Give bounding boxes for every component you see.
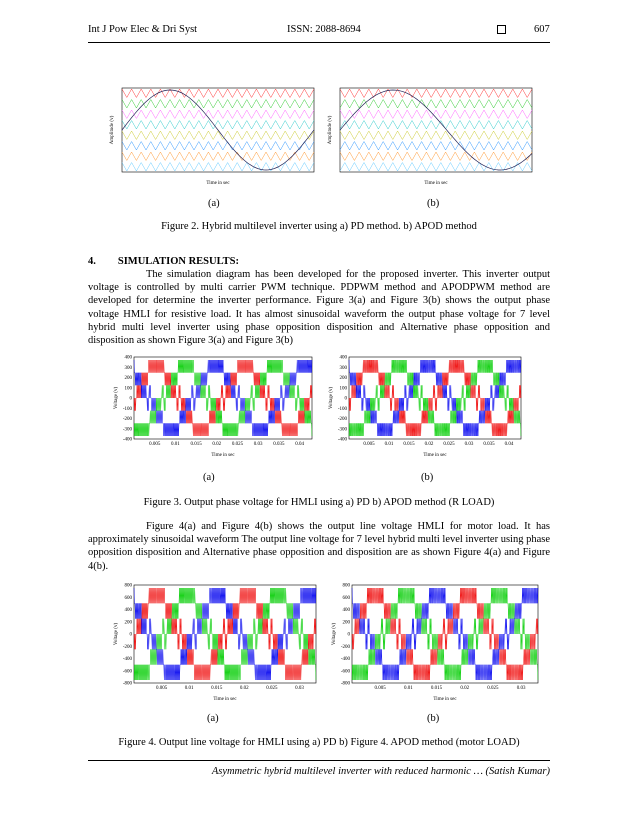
figure-3b-plot <box>325 352 525 458</box>
y-tick-label: -600 <box>122 669 132 675</box>
page-number: 607 <box>534 24 550 35</box>
y-tick-label: -200 <box>337 417 347 422</box>
x-tick-label: 0.015 <box>211 686 223 691</box>
x-tick-label: 0.025 <box>487 686 499 691</box>
y-tick-label: 300 <box>124 365 132 371</box>
x-axis-label: Time in sec <box>424 181 448 186</box>
x-tick-label: 0.025 <box>231 442 244 447</box>
paragraph-2 <box>88 520 550 573</box>
running-footer: Asymmetric hybrid multilevel inverter with reduced harmonic … (Satish Kumar) <box>211 766 550 777</box>
figure-2a-plot <box>108 84 320 188</box>
x-tick-label: 0.015 <box>430 686 443 691</box>
y-tick-label: -600 <box>340 669 350 675</box>
x-tick-label: 0.005 <box>149 442 161 447</box>
section-text: The simulation diagram has been developed for the proposed inverter. This inverter output voltage is controlled by multi carrier PWM technique. PDPWM method and APODPWM method are developed for determine the inverter performance. Figure 3(a) and Figure 3(b) shows the output phase voltage HMLI for resistive load. It has almost sinusoidal waveform the output phase voltage for 7 level hybrid multi level inverter using phase opposition disposition and Alternative phase opposition and disposition as shown Figure 3(a) and Figure 3(b) <box>88 269 550 347</box>
y-tick-label: 300 <box>339 365 347 371</box>
x-tick-label: 0.03 <box>516 686 526 691</box>
y-tick-label: 400 <box>124 355 132 361</box>
y-axis-label: Voltage (v) <box>114 622 119 646</box>
figure-2b-label: (b) <box>427 198 440 209</box>
figure-3a-label: (a) <box>203 472 215 483</box>
figure-4a-plot <box>110 580 320 702</box>
y-tick-label: 0 <box>347 632 350 638</box>
x-tick-label: 0.04 <box>295 442 304 447</box>
y-tick-label: -100 <box>122 406 132 412</box>
x-tick-label: 0.015 <box>403 442 415 447</box>
x-tick-label: 0.02 <box>239 686 249 691</box>
x-tick-label: 0.025 <box>266 686 278 691</box>
page-number-group <box>497 24 550 35</box>
x-tick-label: 0.02 <box>424 442 434 447</box>
y-axis-label: Voltage (v) <box>329 386 334 410</box>
x-tick-label: 0.005 <box>363 442 375 447</box>
x-tick-label: 0.015 <box>190 442 202 447</box>
x-tick-label: 0.01 <box>171 442 180 447</box>
figure-2a-label: (a) <box>208 198 220 209</box>
x-tick-label: 0.04 <box>504 442 514 447</box>
figure-2b-plot <box>326 84 538 188</box>
y-tick-label: 200 <box>124 376 132 381</box>
x-tick-label: 0.03 <box>464 442 474 447</box>
figure-4a-label: (a) <box>207 713 219 724</box>
section-paragraph <box>88 268 550 347</box>
footer-rule <box>88 760 550 761</box>
x-tick-label: 0.02 <box>460 686 470 691</box>
y-tick-label: 600 <box>124 595 132 601</box>
x-tick-label: 0.035 <box>483 442 495 447</box>
figure-2b <box>326 84 538 188</box>
y-tick-label: 200 <box>342 620 350 626</box>
y-tick-label: 100 <box>339 386 347 392</box>
figure-3b <box>325 352 525 458</box>
figure-4b-label: (b) <box>427 713 440 724</box>
y-tick-label: 800 <box>124 583 132 589</box>
y-tick-label: -200 <box>122 644 132 650</box>
x-axis-label: Time in sec <box>423 453 447 458</box>
paragraph-2-text: Figure 4(a) and Figure 4(b) shows the output line voltage HMLI for motor load. It has approximately sinusoidal waveform The output line voltage for 7 level hybrid multi level inverter using phase opposition disposition and Alternative phase opposition and disposition are as shown Figure 4(a) and Figure 4(b). <box>88 521 550 572</box>
plot-frame <box>340 88 532 172</box>
x-axis-label: Time in sec <box>211 453 235 458</box>
y-axis-label: Amplitude (v) <box>110 115 115 145</box>
journal-name: Int J Pow Elec & Dri Syst <box>88 24 198 35</box>
x-axis-label: Time in sec <box>213 697 237 702</box>
issn: ISSN: 2088-8694 <box>287 24 361 35</box>
header-rule <box>88 42 550 43</box>
y-tick-label: -400 <box>337 437 347 443</box>
y-tick-label: -400 <box>122 437 132 443</box>
y-tick-label: 400 <box>342 608 350 613</box>
x-tick-label: 0.03 <box>253 442 263 447</box>
figure-4a <box>110 580 320 702</box>
y-tick-label: 800 <box>342 583 350 589</box>
y-axis-label: Voltage (v) <box>332 622 337 646</box>
section-title: SIMULATION RESULTS: <box>117 256 239 267</box>
x-tick-label: 0.03 <box>295 686 304 691</box>
figure-3a <box>110 352 316 458</box>
y-tick-label: 400 <box>339 355 347 361</box>
figure-4b-plot <box>328 580 542 702</box>
x-axis-label: Time in sec <box>206 181 230 186</box>
figure-4b <box>328 580 542 702</box>
x-tick-label: 0.025 <box>443 442 455 447</box>
figure-3-caption: Figure 3. Output phase voltage for HMLI using a) PD b) APOD method (R LOAD) <box>143 497 495 508</box>
figure-3b-label: (b) <box>421 472 434 483</box>
y-tick-label: -400 <box>122 657 132 662</box>
y-tick-label: 400 <box>124 608 132 613</box>
y-tick-label: 200 <box>339 376 347 381</box>
x-tick-label: 0.005 <box>374 686 386 691</box>
y-tick-label: -200 <box>340 644 350 650</box>
section-number: 4. <box>88 256 96 267</box>
x-tick-label: 0.02 <box>212 442 222 447</box>
x-tick-label: 0.035 <box>273 442 285 447</box>
x-tick-label: 0.01 <box>184 686 194 691</box>
y-tick-label: 0 <box>129 632 132 638</box>
section-heading <box>88 256 239 267</box>
y-tick-label: 600 <box>342 595 350 601</box>
figure-2-caption: Figure 2. Hybrid multilevel inverter using a) PD method. b) APOD method <box>161 221 477 232</box>
x-axis-label: Time in sec <box>433 697 457 702</box>
y-tick-label: -400 <box>340 657 350 662</box>
x-tick-label: 0.005 <box>155 686 168 691</box>
figure-4-caption: Figure 4. Output line voltage for HMLI using a) PD b) Figure 4. APOD method (motor LOAD) <box>118 737 520 748</box>
y-axis-label: Amplitude (v) <box>328 115 333 145</box>
x-tick-label: 0.01 <box>384 442 394 447</box>
y-tick-label: 100 <box>124 386 132 392</box>
y-tick-label: 0 <box>129 396 132 402</box>
y-tick-label: -100 <box>337 406 347 412</box>
y-tick-label: -300 <box>122 427 132 433</box>
y-tick-label: -200 <box>122 417 132 422</box>
y-tick-label: -800 <box>340 681 350 687</box>
y-tick-label: 0 <box>344 396 347 402</box>
y-tick-label: -300 <box>337 427 347 433</box>
figure-3a-plot <box>110 352 316 458</box>
y-axis-label: Voltage (v) <box>114 386 119 410</box>
checkbox-square-icon <box>497 25 506 34</box>
x-tick-label: 0.01 <box>403 686 413 691</box>
figure-2a <box>108 84 320 188</box>
y-tick-label: 200 <box>124 620 132 626</box>
y-tick-label: -800 <box>122 681 132 687</box>
